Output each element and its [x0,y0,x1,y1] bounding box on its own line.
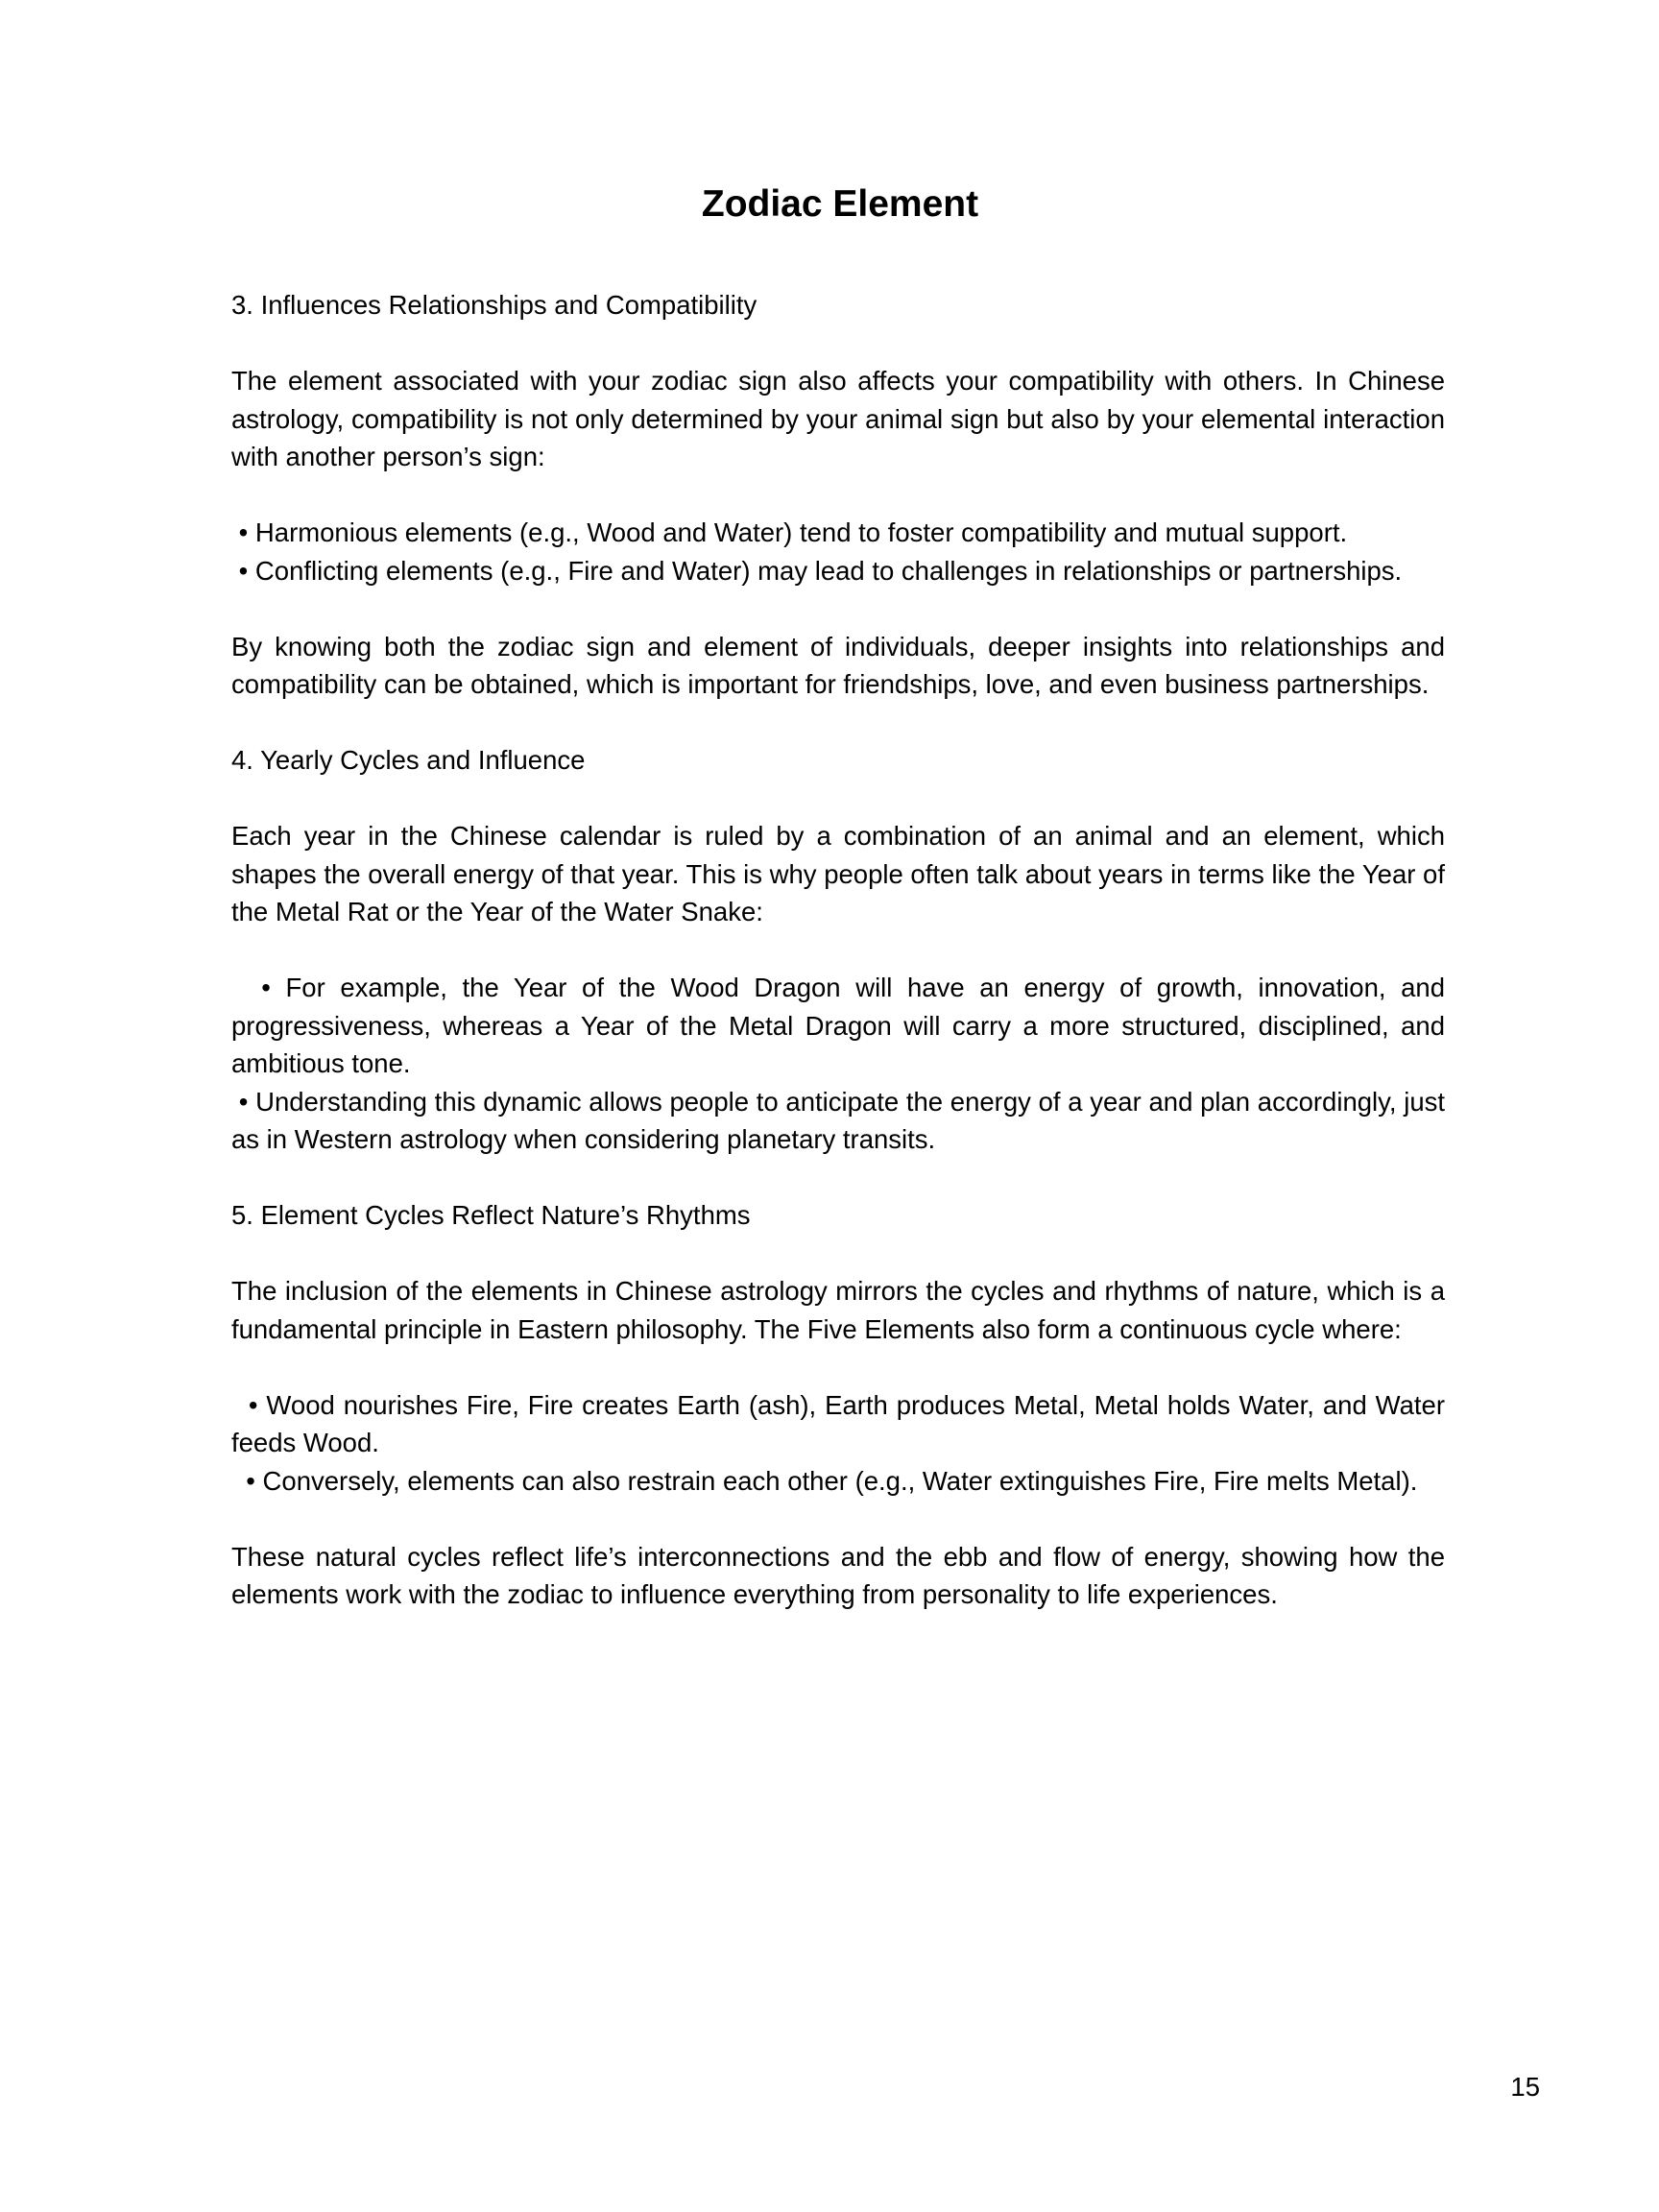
section-heading: 3. Influences Relationships and Compatibility [231,290,757,320]
bullet-item: • Harmonious elements (e.g., Wood and Water) tend to foster compatibility and mutual support. [231,517,1348,547]
bullet-list [231,514,1445,589]
section-paragraph: The inclusion of the elements in Chinese astrology mirrors the cycles and rhythms of nature, which is a fundamental principle in Eastern philosophy. The Five Elements also form a continuous cycle where: [231,1276,1445,1344]
page-content [231,286,1453,1651]
bullet-item: • Wood nourishes Fire, Fire creates Earth (ash), Earth produces Metal, Metal holds Water, and Water feeds Wood. [231,1389,1453,1457]
section-heading: 4. Yearly Cycles and Influence [231,745,586,775]
section-paragraph: The element associated with your zodiac sign also affects your compatibility with others. In Chinese astrology, compatibility is not only determined by your animal sign but also by your elemental interaction with another person’s sign: [231,366,1445,471]
bullet-item: • Conflicting elements (e.g., Fire and Water) may lead to challenges in relationships or partnerships. [231,555,1403,586]
bullet-item: • Conversely, elements can also restrain each other (e.g., Water extinguishes Fire, Fire melts Metal). [231,1465,1418,1496]
section-paragraph: Each year in the Chinese calendar is ruled by a combination of an animal and an element, which shapes the overall energy of that year. This is why people often talk about years in terms like the Year of the Metal Rat or the Year of the Water Snake: [231,821,1445,926]
section-heading: 5. Element Cycles Reflect Nature’s Rhythms [231,1200,751,1230]
page-title: Zodiac Element [701,183,979,225]
bullet-list [231,1386,1453,1501]
page-number: 15 [1510,2072,1540,2102]
bullet-item: • For example, the Year of the Wood Dragon will have an energy of growth, innovation, and progressiveness, whereas a Year of the Metal Dragon will carry a more structured, disciplined, and ambitious tone. [231,973,1453,1078]
bullet-list [231,969,1453,1159]
bullet-item: • Understanding this dynamic allows people to anticipate the energy of a year and plan accordingly, just as in Western astrology when considering planetary transits. [231,1086,1453,1154]
section-paragraph: By knowing both the zodiac sign and element of individuals, deeper insights into relationships and compatibility can be obtained, which is important for friendships, love, and even business partnerships. [231,631,1445,699]
section-paragraph: These natural cycles reflect life’s interconnections and the ebb and flow of energy, showing how the elements work with the zodiac to influence everything from personality to life experiences. [231,1541,1445,1609]
